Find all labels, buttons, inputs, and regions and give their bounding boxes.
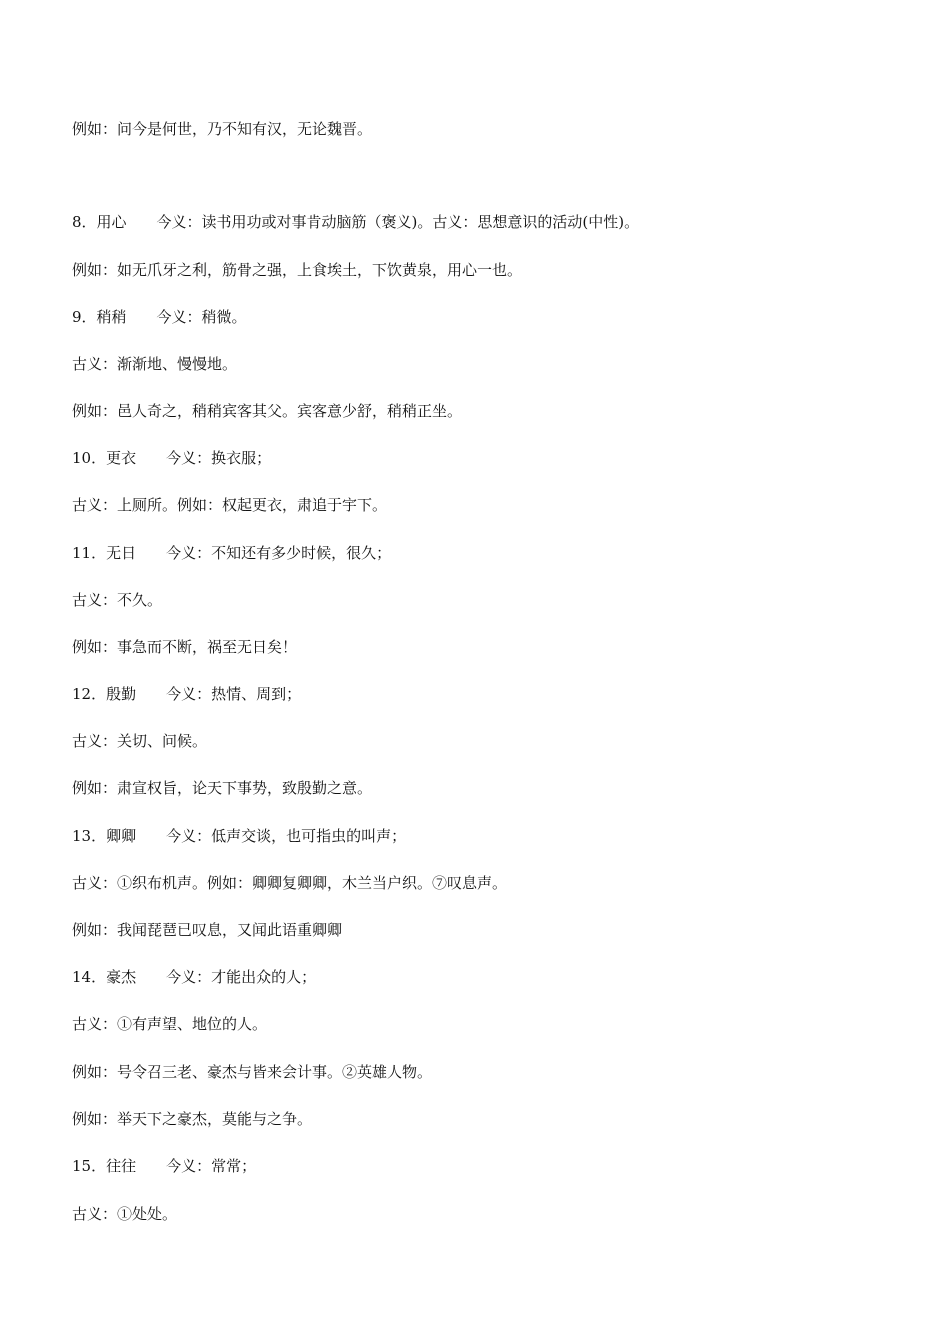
text-line-13: 古义：关切、问候。: [72, 732, 208, 750]
text-line-21: 例如：举天下之豪杰，莫能与之争。: [72, 1110, 313, 1128]
text-line-19: 古义：①有声望、地位的人。: [72, 1015, 268, 1033]
text-line-9: 11．无日 今义：不知还有多少时候，很久；: [72, 544, 392, 562]
text-line-4: 9．稍稍 今义：稍微。: [72, 308, 247, 326]
text-line-12: 12．殷勤 今义：热情、周到；: [72, 685, 302, 703]
text-line-17: 例如：我闻琵琶已叹息，又闻此语重卿卿: [72, 921, 343, 939]
text-line-5: 古义：渐渐地、慢慢地。: [72, 355, 238, 373]
text-line-23: 古义：①处处。: [72, 1205, 178, 1223]
text-line-10: 古义：不久。: [72, 591, 163, 609]
text-line-22: 15．往往 今义：常常；: [72, 1157, 257, 1175]
text-line-11: 例如：事急而不断，祸至无日矣！: [72, 638, 298, 656]
text-line-18: 14．豪杰 今义：才能出众的人；: [72, 968, 317, 986]
text-line-7: 10．更衣 今义：换衣服；: [72, 449, 272, 467]
text-line-16: 古义：①织布机声。例如：卿卿复卿卿，木兰当户织。⑦叹息声。: [72, 874, 508, 892]
text-line-8: 古义：上厕所。例如：权起更衣，肃追于宇下。: [72, 496, 388, 514]
text-line-20: 例如：号令召三老、豪杰与皆来会计事。②英雄人物。: [72, 1063, 433, 1081]
text-line-2: 8．用心 今义：读书用功或对事肯动脑筋（褒义)。古义：思想意识的活动(中性)。: [72, 213, 640, 231]
text-line-15: 13．卿卿 今义：低声交谈，也可指虫的叫声；: [72, 827, 407, 845]
text-line-3: 例如：如无爪牙之利，筋骨之强，上食埃土，下饮黄泉，用心一也。: [72, 261, 523, 279]
text-line-1: 例如：问今是何世，乃不知有汉，无论魏晋。: [72, 120, 373, 138]
text-line-6: 例如：邑人奇之，稍稍宾客其父。宾客意少舒，稍稍正坐。: [72, 402, 463, 420]
text-line-14: 例如：肃宣权旨，论天下事势，致殷勤之意。: [72, 779, 373, 797]
